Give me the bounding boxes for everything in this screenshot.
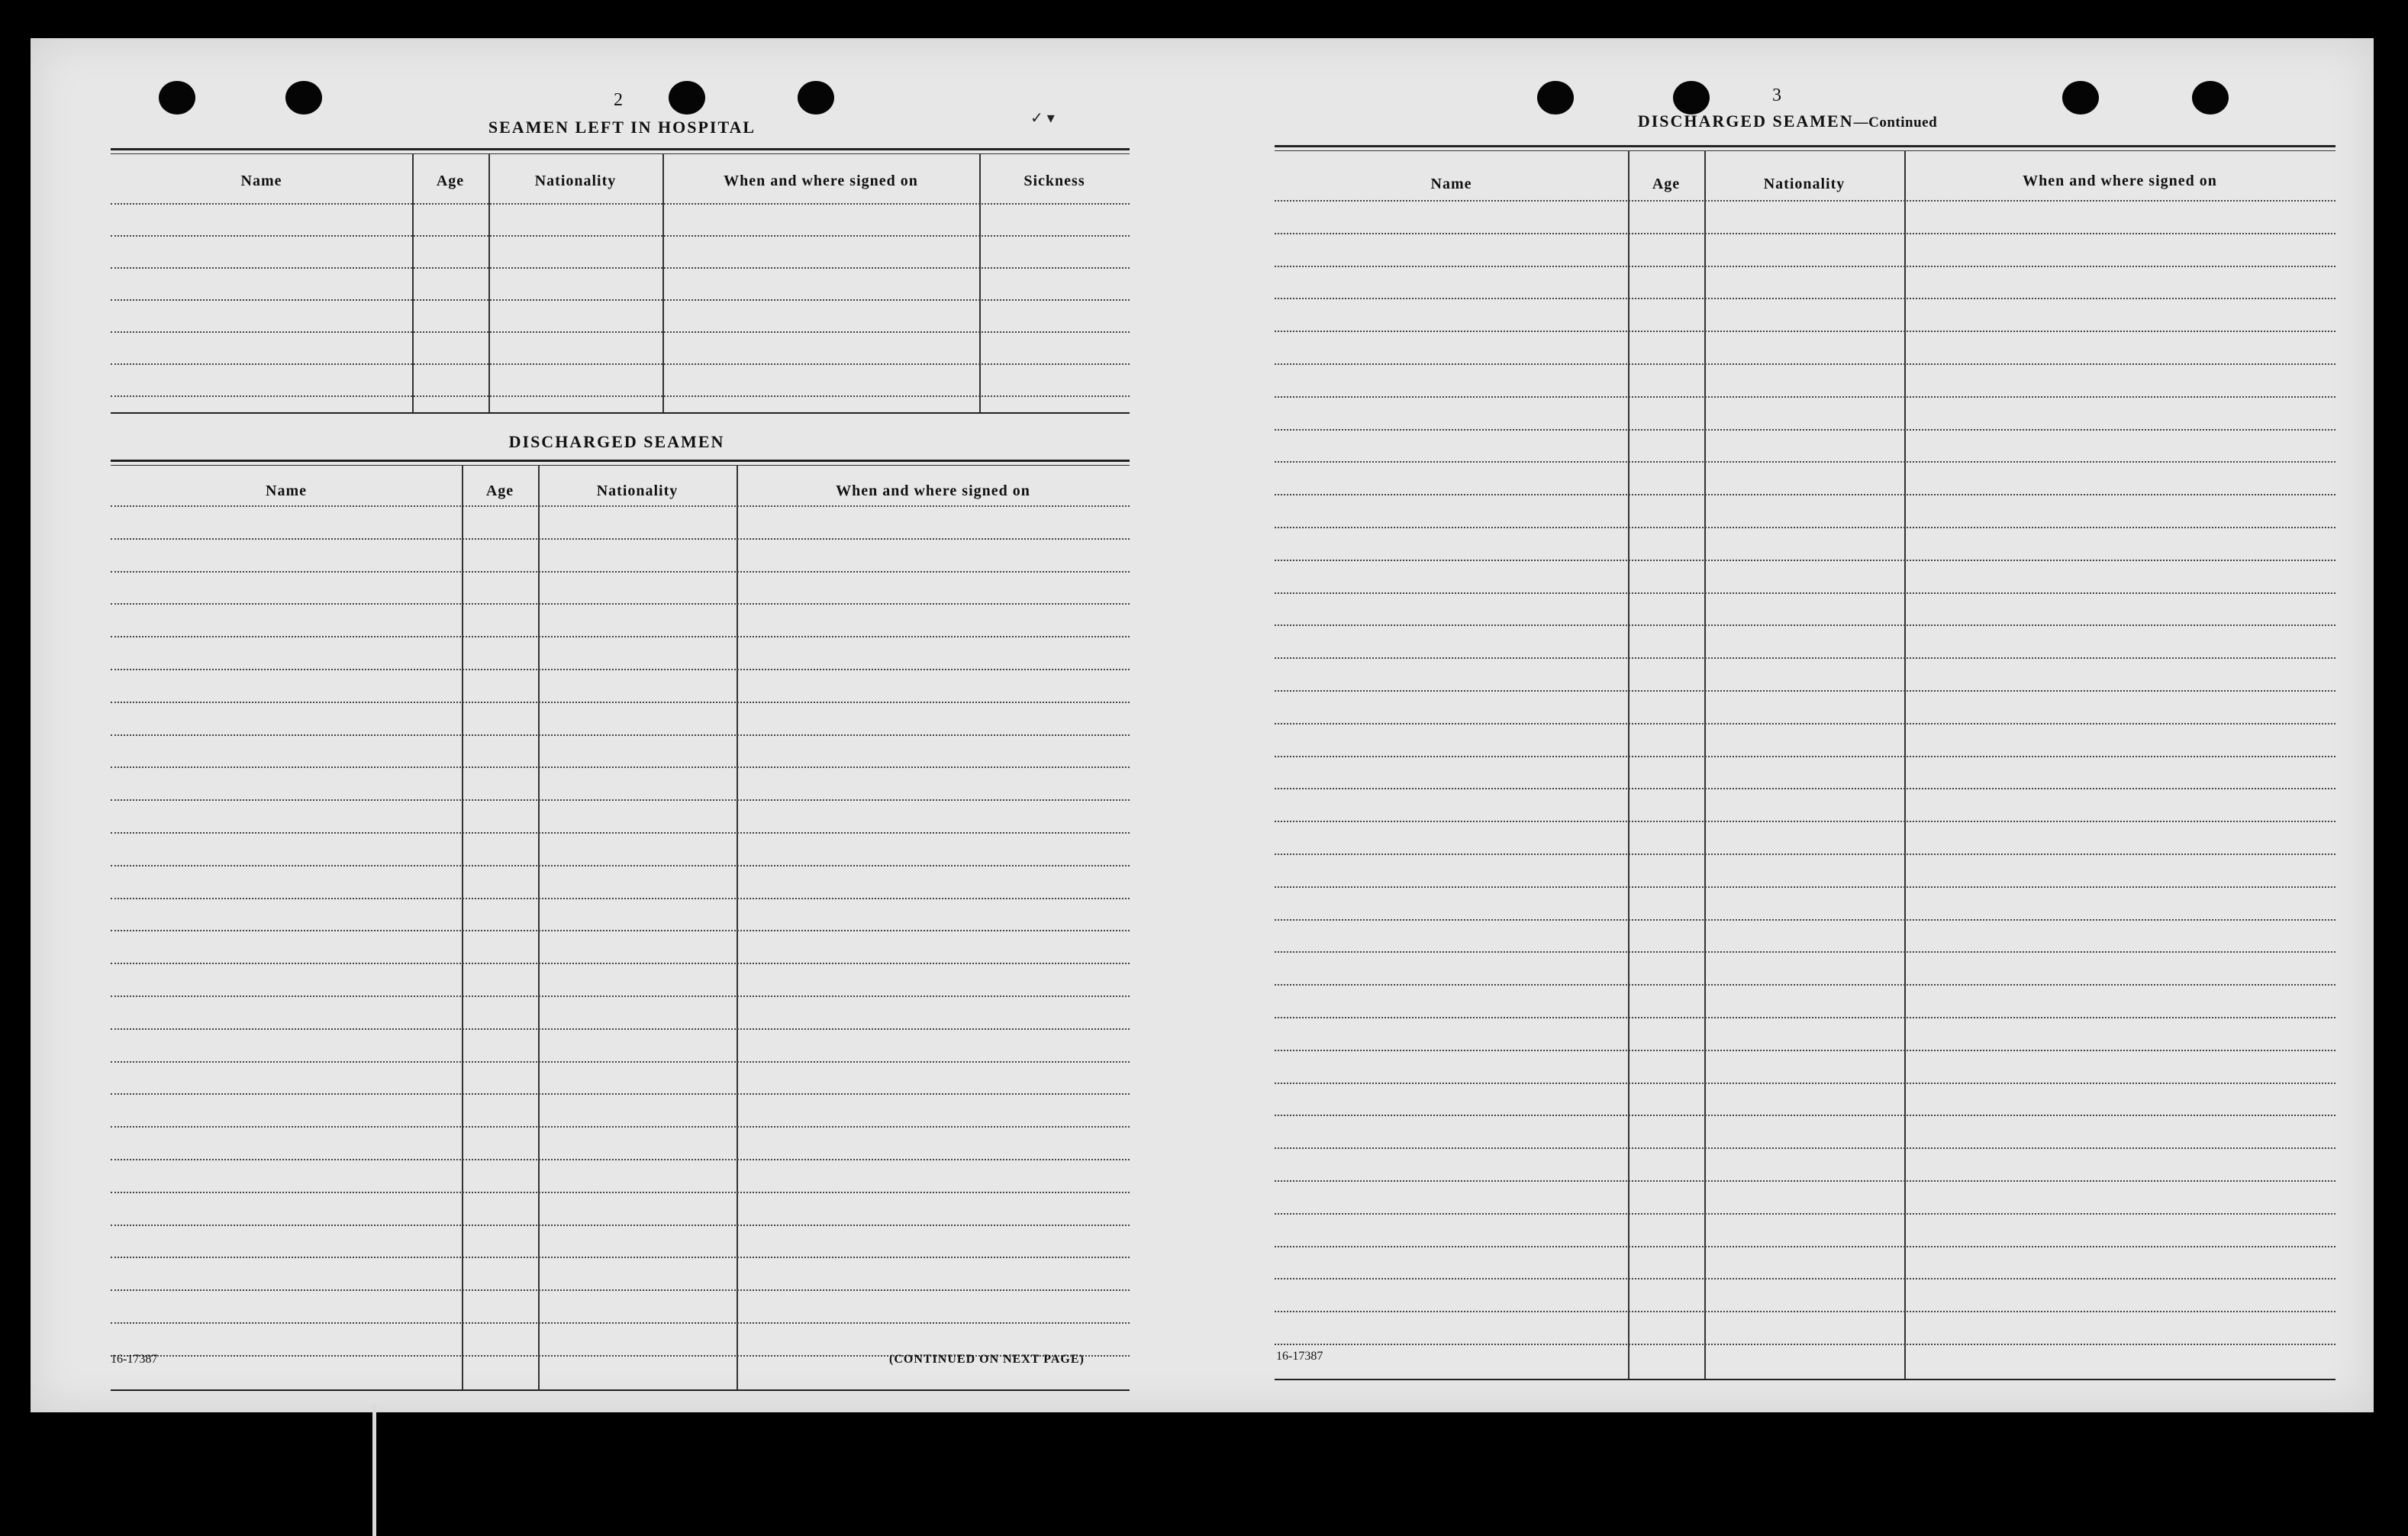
discharged-table-right [1275,145,2335,1382]
entry-line [1275,1115,2335,1116]
entry-line [111,963,1130,964]
entry-line [111,363,1130,365]
entry-line [1275,821,2335,822]
table-top-rule-inner [1275,150,2335,151]
entry-line [1275,1278,2335,1279]
entry-line [111,571,1130,573]
entry-line [111,1028,1130,1030]
column-divider [979,154,981,412]
punch-hole [159,81,195,115]
table-top-rule [1275,145,2335,147]
entry-line [111,1322,1130,1324]
entry-line [1275,788,2335,789]
entry-line [111,702,1130,703]
entry-line [1275,1147,2335,1149]
punch-hole [1537,81,1574,115]
scan-artifact-streak [372,1405,376,1536]
punch-hole [2192,81,2229,115]
hospital-section-title: SEAMEN LEFT IN HOSPITAL [488,118,756,137]
column-divider [1628,151,1630,1379]
entry-line [111,1159,1130,1160]
entry-line [1275,690,2335,692]
col-head-when-where: When and where signed on [836,482,1030,499]
entry-line [1275,1311,2335,1312]
entry-line [1275,1213,2335,1215]
punch-hole [285,81,322,115]
entry-line [111,995,1130,997]
entry-line [1275,1180,2335,1182]
ledger-sheet [31,38,2374,1412]
column-divider [1704,151,1706,1379]
col-head-age: Age [485,482,514,499]
table-top-rule [111,148,1130,150]
entry-line [1275,592,2335,594]
entry-line [1275,527,2335,528]
discharged-section-title: DISCHARGED SEAMEN [508,432,725,451]
col-head-sickness: Sickness [1023,173,1085,189]
right-form-number: 16-17387 [1276,1350,1323,1363]
entry-line [1275,1050,2335,1051]
entry-line [1275,1246,2335,1247]
table-top-rule [111,460,1130,462]
entry-line [1275,560,2335,561]
entry-line [111,832,1130,834]
entry-line [111,1225,1130,1226]
entry-line [111,930,1130,931]
entry-line [1275,266,2335,267]
col-head-nationality: Nationality [1763,176,1845,192]
entry-line [1275,951,2335,953]
column-divider [488,154,490,412]
entry-line [1275,429,2335,431]
entry-line [111,865,1130,866]
left-page-number: 2 [614,90,623,110]
entry-line [111,1093,1130,1095]
table-top-rule-inner [111,153,1130,154]
entry-line [1275,1083,2335,1084]
column-divider [662,154,664,412]
col-head-nationality: Nationality [534,173,617,189]
column-divider [412,154,414,412]
entry-line [111,203,1130,205]
entry-line [1275,919,2335,921]
entry-line [1275,396,2335,398]
entry-line [1275,331,2335,332]
entry-line [111,1289,1130,1291]
entry-line [111,331,1130,333]
entry-line [111,603,1130,605]
entry-line [111,734,1130,736]
entry-line [111,766,1130,768]
table-bottom-rule [1275,1379,2335,1380]
col-head-age: Age [436,173,465,189]
punch-hole [1673,81,1710,115]
continued-note: (CONTINUED ON NEXT PAGE) [889,1353,1085,1366]
entry-line [111,1061,1130,1063]
col-head-when-where: When and where signed on [2023,173,2217,189]
entry-line [1275,200,2335,202]
entry-line [1275,233,2335,234]
entry-line [1275,984,2335,986]
entry-line [111,299,1130,301]
punch-hole [669,81,705,115]
col-head-nationality: Nationality [596,482,679,499]
entry-line [1275,854,2335,855]
discharged-continued-title-main: DISCHARGED SEAMEN [1637,111,1854,131]
discharged-table-left [111,460,1130,1392]
table-top-rule-inner [111,465,1130,466]
table-bottom-rule [111,412,1130,414]
entry-line [1275,298,2335,299]
entry-line [111,505,1130,507]
entry-line [1275,756,2335,757]
discharged-continued-title [1638,111,1937,131]
entry-line [111,898,1130,899]
entry-line [111,799,1130,801]
col-head-name: Name [1430,176,1472,192]
table-bottom-rule [111,1389,1130,1391]
entry-line [111,1257,1130,1258]
column-divider [1904,151,1906,1379]
entry-line [1275,1017,2335,1018]
hospital-table [111,148,1130,423]
entry-line [1275,886,2335,888]
punch-hole [798,81,834,115]
entry-line [111,538,1130,540]
entry-line [111,1192,1130,1193]
entry-line [1275,494,2335,495]
pencil-marks: ✓ ▾ [1030,110,1055,127]
entry-line [1275,657,2335,659]
entry-line [111,669,1130,670]
entry-line [1275,624,2335,626]
entry-line [111,235,1130,237]
entry-line [1275,1344,2335,1345]
entry-line [111,395,1130,397]
col-head-name: Name [240,173,282,189]
entry-line [1275,461,2335,463]
discharged-continued-title-suffix: —Continued [1853,115,1938,131]
entry-line [111,636,1130,637]
entry-line [111,1126,1130,1128]
entry-line [111,267,1130,269]
col-head-age: Age [1652,176,1681,192]
entry-line [1275,363,2335,365]
right-page-number: 3 [1772,86,1781,105]
entry-line [1275,723,2335,724]
col-head-name: Name [266,482,307,499]
left-form-number: 16-17387 [111,1353,158,1366]
punch-hole [2062,81,2099,115]
col-head-when-where: When and where signed on [724,173,918,189]
